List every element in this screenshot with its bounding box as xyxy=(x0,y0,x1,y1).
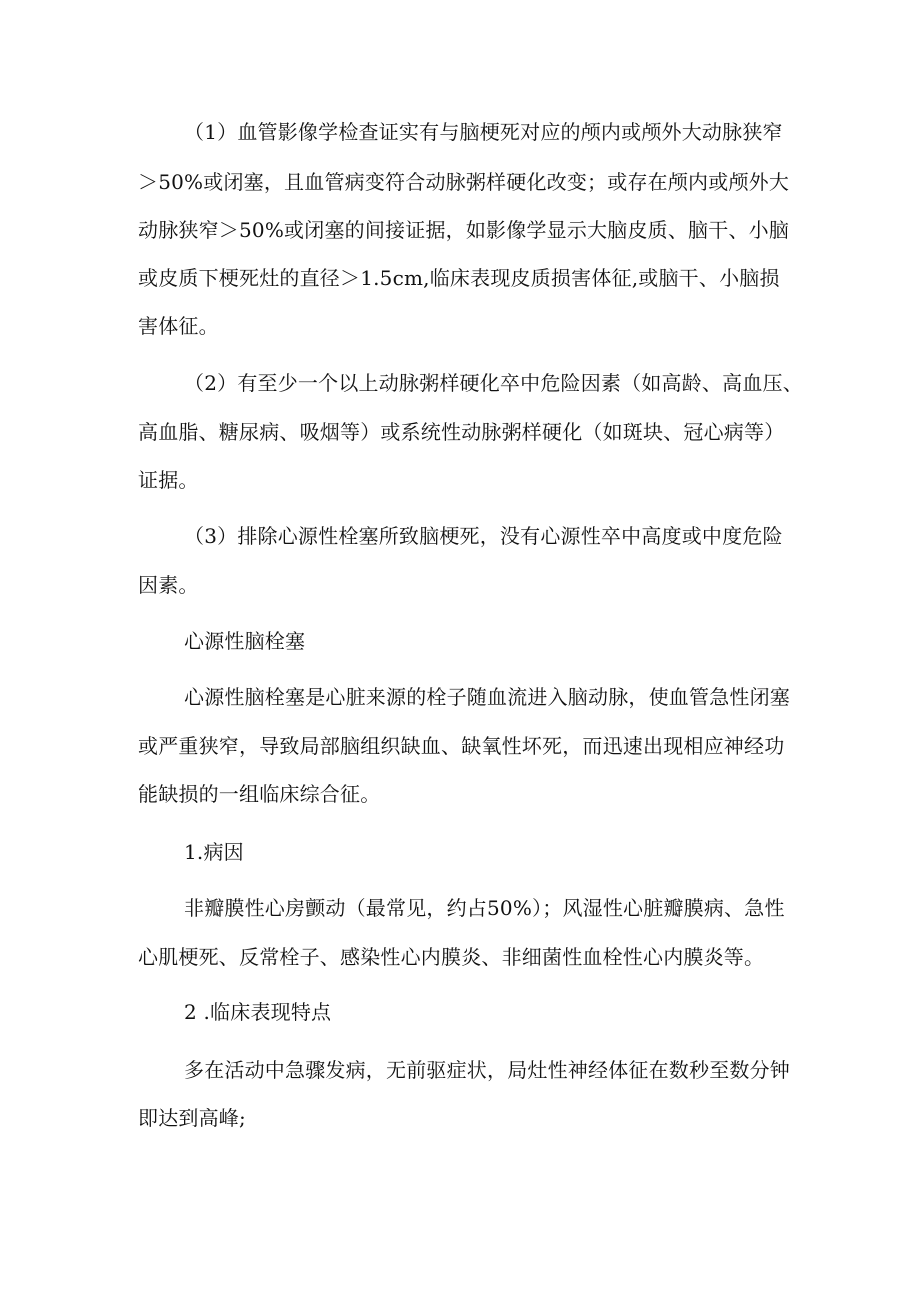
section-heading-etiology: 1.病因 xyxy=(184,840,244,864)
criterion-1-line-1: （1）血管影像学检查证实有与脑梗死对应的颅内或颅外大动脉狭窄 xyxy=(184,120,783,144)
criterion-1-line-3: 动脉狭窄＞50%或闭塞的间接证据，如影像学显示大脑皮质、脑干、小脑 xyxy=(138,218,790,242)
definition-line-1: 心源性脑栓塞是心脏来源的栓子随血流进入脑动脉，使血管急性闭塞 xyxy=(184,685,790,709)
definition-line-3: 能缺损的一组临床综合征。 xyxy=(138,782,381,806)
section-heading-cardioembolic: 心源性脑栓塞 xyxy=(184,629,306,653)
criterion-1-line-2: ＞50%或闭塞，且血管病变符合动脉粥样硬化改变；或存在颅内或颅外大 xyxy=(138,170,790,194)
criterion-3-line-2: 因素。 xyxy=(138,573,199,597)
criterion-3-line-1: （3）排除心源性栓塞所致脑梗死，没有心源性卒中高度或中度危险 xyxy=(184,524,783,548)
criterion-1-line-5: 害体征。 xyxy=(138,314,219,338)
clinical-line-2: 即达到高峰; xyxy=(138,1106,246,1130)
clinical-line-1: 多在活动中急骤发病，无前驱症状，局灶性神经体征在数秒至数分钟 xyxy=(184,1058,790,1082)
definition-line-2: 或严重狭窄，导致局部脑组织缺血、缺氧性坏死，而迅速出现相应神经功 xyxy=(138,734,785,758)
criterion-1-line-4: 或皮质下梗死灶的直径＞1.5cm,临床表现皮质损害体征,或脑干、小脑损 xyxy=(138,266,780,290)
criterion-2-line-3: 证据。 xyxy=(138,468,199,492)
criterion-2-line-2: 高血脂、糖尿病、吸烟等）或系统性动脉粥样硬化（如斑块、冠心病等） xyxy=(138,420,785,444)
etiology-line-2: 心肌梗死、反常栓子、感染性心内膜炎、非细菌性血栓性心内膜炎等。 xyxy=(138,945,765,969)
criterion-2-line-1: （2）有至少一个以上动脉粥样硬化卒中危险因素（如高龄、高血压、 xyxy=(184,371,803,395)
section-heading-clinical: 2 .临床表现特点 xyxy=(184,1000,332,1024)
etiology-line-1: 非瓣膜性心房颤动（最常见，约占50%）；风湿性心脏瓣膜病、急性 xyxy=(184,896,785,920)
